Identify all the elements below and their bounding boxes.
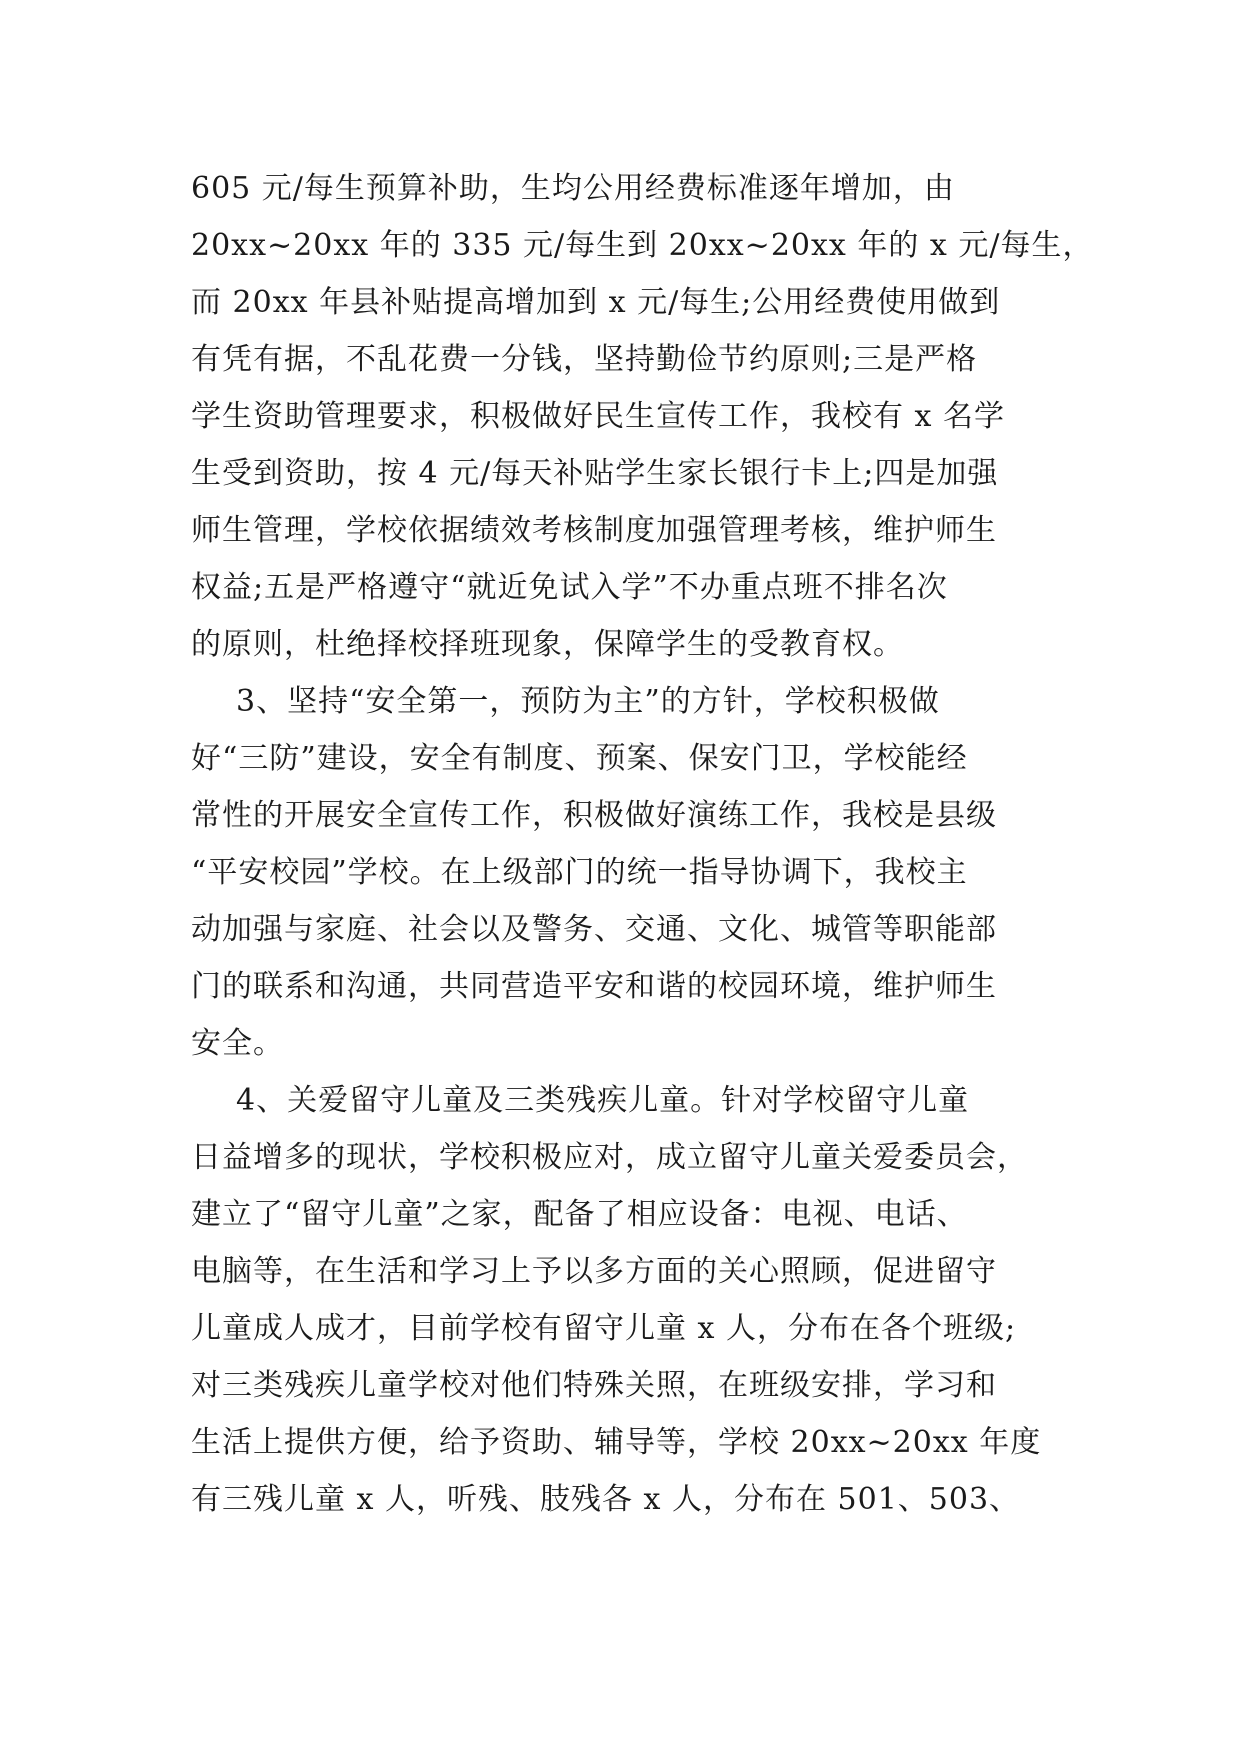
text-line: 的原则，杜绝择校择班现象，保障学生的受教育权。 [191, 627, 904, 662]
paragraph-3-first-line: 3、坚持“安全第一，预防为主”的方针，学校积极做 [236, 684, 940, 719]
text-line: “平安校园”学校。在上级部门的统一指导协调下，我校主 [191, 855, 968, 890]
text-line: 学生资助管理要求，积极做好民生宣传工作，我校有 x 名学 [191, 399, 1005, 434]
text-line: 师生管理，学校依据绩效考核制度加强管理考核，维护师生 [191, 513, 997, 548]
text-line: 好“三防”建设，安全有制度、预案、保安门卫，学校能经 [191, 741, 968, 776]
text-line: 日益增多的现状，学校积极应对，成立留守儿童关爱委员会， [191, 1140, 1028, 1175]
text-line: 对三类残疾儿童学校对他们特殊关照，在班级安排，学习和 [191, 1368, 997, 1403]
text-line: 生活上提供方便，给予资助、辅导等，学校 20xx~20xx 年度 [191, 1425, 1042, 1460]
text-line: 605 元/每生预算补助，生均公用经费标准逐年增加，由 [191, 171, 955, 206]
text-line: 常性的开展安全宣传工作，积极做好演练工作，我校是县级 [191, 798, 997, 833]
paragraph-4-first-line: 4、关爱留守儿童及三类残疾儿童。针对学校留守儿童 [236, 1083, 970, 1118]
text-line: 权益;五是严格遵守“就近免试入学”不办重点班不排名次 [191, 570, 948, 605]
text-line: 而 20xx 年县补贴提高增加到 x 元/每生;公用经费使用做到 [191, 285, 1001, 320]
text-line: 建立了“留守儿童”之家，配备了相应设备：电视、电话、 [191, 1197, 968, 1232]
text-line: 生受到资助，按 4 元/每天补贴学生家长银行卡上;四是加强 [191, 456, 999, 491]
body-text [191, 160, 1094, 1528]
text-line: 有凭有据，不乱花费一分钱，坚持勤俭节约原则;三是严格 [191, 342, 978, 377]
text-line: 儿童成人成才，目前学校有留守儿童 x 人，分布在各个班级; [191, 1311, 1017, 1346]
text-line: 有三残儿童 x 人，听残、肢残各 x 人，分布在 501、503、 [191, 1482, 1021, 1517]
text-line: 动加强与家庭、社会以及警务、交通、文化、城管等职能部 [191, 912, 997, 947]
text-line: 20xx~20xx 年的 335 元/每生到 20xx~20xx 年的 x 元/每生， [191, 228, 1094, 263]
text-line: 门的联系和沟通，共同营造平安和谐的校园环境，维护师生 [191, 969, 997, 1004]
text-line: 安全。 [191, 1026, 284, 1061]
text-line: 电脑等，在生活和学习上予以多方面的关心照顾，促进留守 [191, 1254, 997, 1289]
